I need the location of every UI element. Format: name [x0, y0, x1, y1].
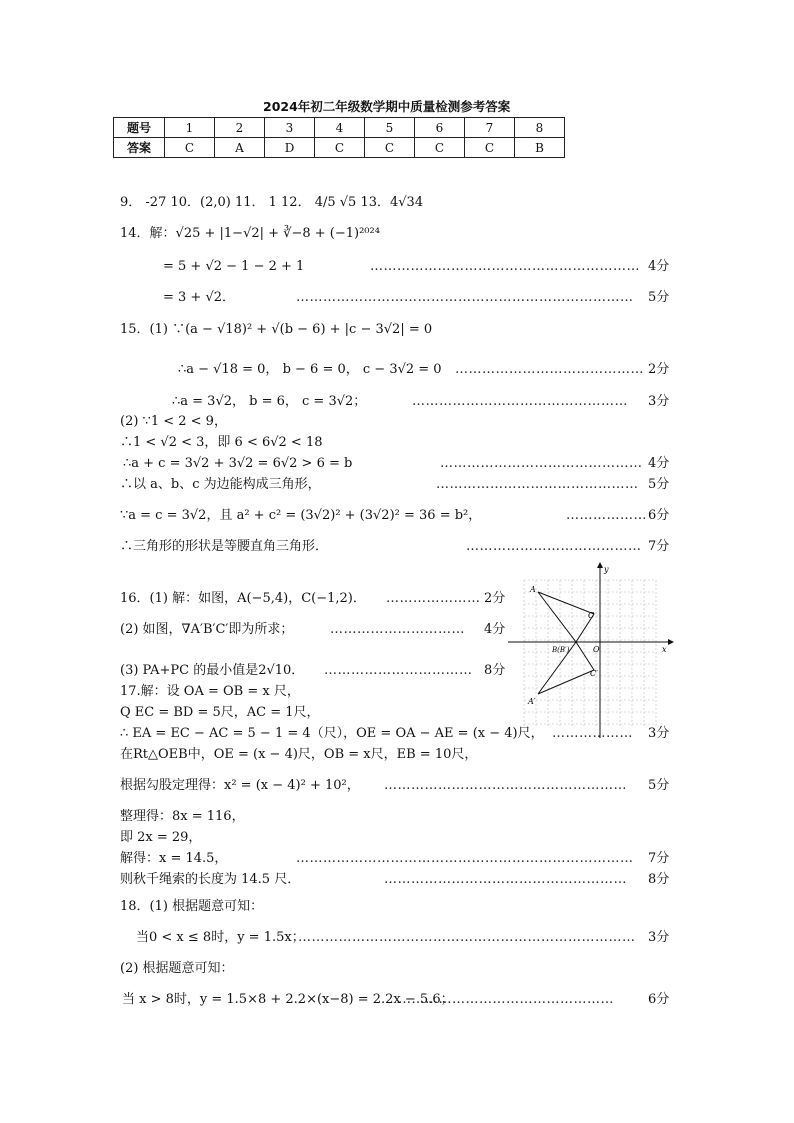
- q15-line: 15．(1) ∵(a − √18)² + √(b − 6) + |c − 3√2| = 0: [120, 322, 433, 337]
- y-axis-arrow: [597, 562, 603, 568]
- score: 6分: [648, 992, 670, 1007]
- q17-step3: 在Rt△OEB中，OE = (x − 4)尺，OB = x尺，EB = 10尺，: [120, 747, 478, 762]
- table-cell: C: [415, 138, 465, 158]
- score: 4分: [484, 622, 506, 637]
- table-row: [114, 118, 565, 138]
- score: 7分: [648, 851, 670, 866]
- q17-step4: 根据勾股定理得：x² = (x − 4)² + 10²，: [120, 778, 360, 793]
- leader-dots: …………………………………………………………………: [296, 290, 634, 305]
- score: 5分: [648, 477, 670, 492]
- table-cell: C: [365, 138, 415, 158]
- q15-step6: ∵a = c = 3√2，且 a² + c² = (3√2)² + (3√2)² = 36 = b²，: [120, 508, 482, 523]
- table-row: [114, 138, 565, 158]
- score: 2分: [648, 362, 670, 377]
- triangle-abc: [538, 592, 594, 642]
- score: 8分: [484, 663, 506, 678]
- label-y: y: [604, 565, 609, 574]
- q15-step1: ∴a − √18 = 0， b − 6 = 0， c − 3√2 = 0: [178, 362, 442, 377]
- q18-part2: (2) 根据题意可知：: [120, 961, 234, 976]
- q15-part2: (2) ∵1 < 2 < 9，: [120, 414, 227, 429]
- table-header-cell: 答案: [114, 138, 165, 158]
- q16-part3: (3) PA+PC 的最小值是2√10．: [120, 663, 305, 678]
- score: 3分: [648, 726, 670, 741]
- score: 5分: [648, 290, 670, 305]
- label-c-prime: C′: [590, 669, 598, 678]
- leader-dots: …………………………………………: [398, 992, 614, 1007]
- q14-line: 14．解：√25 + |1−√2| + ∛−8 + (−1)²⁰²⁴: [120, 226, 380, 241]
- leader-dots: ……………………………: [324, 663, 473, 678]
- leader-dots: ………………: [566, 508, 647, 523]
- score: 8分: [648, 872, 670, 887]
- score: 3分: [648, 930, 670, 945]
- x-axis-arrow: [668, 639, 674, 645]
- q18-step1: 当0 < x ≤ 8时，y = 1.5x；: [136, 930, 305, 945]
- q17-step1: Q EC = BD = 5尺，AC = 1尺，: [120, 705, 320, 720]
- leader-dots: …………………………………: [466, 539, 642, 554]
- leader-dots: …………………………………………………………………: [296, 851, 634, 866]
- table-cell: C: [165, 138, 215, 158]
- table-header-cell: 题号: [114, 118, 165, 138]
- score: 4分: [648, 456, 670, 471]
- table-cell: 1: [165, 118, 215, 138]
- table-cell: 6: [415, 118, 465, 138]
- leader-dots: ………………………………………………: [384, 872, 627, 887]
- table-cell: C: [315, 138, 365, 158]
- table-cell: B: [515, 138, 565, 158]
- q17-step7: 解得：x = 14.5，: [120, 851, 228, 866]
- table-cell: 3: [265, 118, 315, 138]
- label-b: B(B′): [552, 646, 570, 654]
- q15-step5: ∴以 a、b、c 为边能构成三角形，: [120, 477, 321, 492]
- table-cell: C: [465, 138, 515, 158]
- table-cell: 2: [215, 118, 265, 138]
- q18-step2: 当 x > 8时，y = 1.5×8 + 2.2×(x−8) = 2.2x − 5.6；: [122, 992, 454, 1007]
- table-cell: 7: [465, 118, 515, 138]
- table-cell: 5: [365, 118, 415, 138]
- label-origin: O: [593, 645, 600, 654]
- leader-dots: ………………………………………: [440, 456, 643, 471]
- score: 3分: [648, 394, 670, 409]
- coordinate-figure: [508, 560, 680, 738]
- leader-dots: ………………………………………………: [384, 778, 627, 793]
- q16-part1: 16．(1) 解：如图，A(−5,4)，C(−1,2)．: [120, 591, 366, 606]
- q14-step1: = 5 + √2 − 1 − 2 + 1: [163, 259, 305, 274]
- answer-line-9-13: 9． -27 10．(2,0) 11． 1 12． 4/5 √5 13．4√34: [120, 195, 424, 210]
- label-x: x: [662, 645, 667, 654]
- grid: [524, 580, 656, 728]
- q16-part2: (2) 如图，∇A′B′C′即为所求；: [120, 622, 294, 637]
- score: 4分: [648, 259, 670, 274]
- q15-step4: ∴a + c = 3√2 + 3√2 = 6√2 > 6 = b: [123, 456, 353, 471]
- answer-table: [113, 117, 565, 158]
- leader-dots: ……………………………………: [455, 362, 644, 377]
- leader-dots: …………………………………………: [412, 394, 628, 409]
- label-a-prime: A′: [528, 697, 536, 706]
- q17-step5: 整理得：8x = 116，: [120, 809, 245, 824]
- q17-conclusion: 则秋千绳索的长度为 14.5 尺．: [120, 872, 301, 887]
- q17-line: 17.解：设 OA = OB = x 尺，: [120, 684, 300, 699]
- score: 2分: [484, 591, 506, 606]
- table-cell: D: [265, 138, 315, 158]
- q14-step2: = 3 + √2．: [163, 290, 236, 305]
- score: 5分: [648, 778, 670, 793]
- q17-step6: 即 2x = 29，: [120, 830, 202, 845]
- label-a: A: [530, 585, 536, 594]
- leader-dots: …………………………: [330, 622, 465, 637]
- table-cell: 8: [515, 118, 565, 138]
- leader-dots: ………………: [552, 726, 633, 741]
- table-cell: 4: [315, 118, 365, 138]
- page-title: 2024年初二年级数学期中质量检测参考答案: [263, 99, 511, 114]
- label-c: C: [588, 611, 595, 620]
- leader-dots: ………………………………………: [436, 477, 639, 492]
- q15-step2: ∴a = 3√2， b = 6， c = 3√2；: [172, 394, 367, 409]
- score: 6分: [648, 508, 670, 523]
- table-cell: A: [215, 138, 265, 158]
- q15-step3: ∴1 < √2 < 3，即 6 < 6√2 < 18: [120, 435, 323, 450]
- leader-dots: ……………………………………………………: [370, 259, 640, 274]
- score: 7分: [648, 539, 670, 554]
- q15-conclusion: ∴三角形的形状是等腰直角三角形．: [120, 539, 329, 554]
- leader-dots: …………………………………………………………………: [298, 930, 636, 945]
- leader-dots: …………………: [386, 591, 481, 606]
- q18-part1: 18．(1) 根据题意可知：: [120, 899, 264, 914]
- q17-step2: ∴ EA = EC − AC = 5 − 1 = 4（尺），OE = OA − AE = (x − 4)尺，: [120, 726, 544, 741]
